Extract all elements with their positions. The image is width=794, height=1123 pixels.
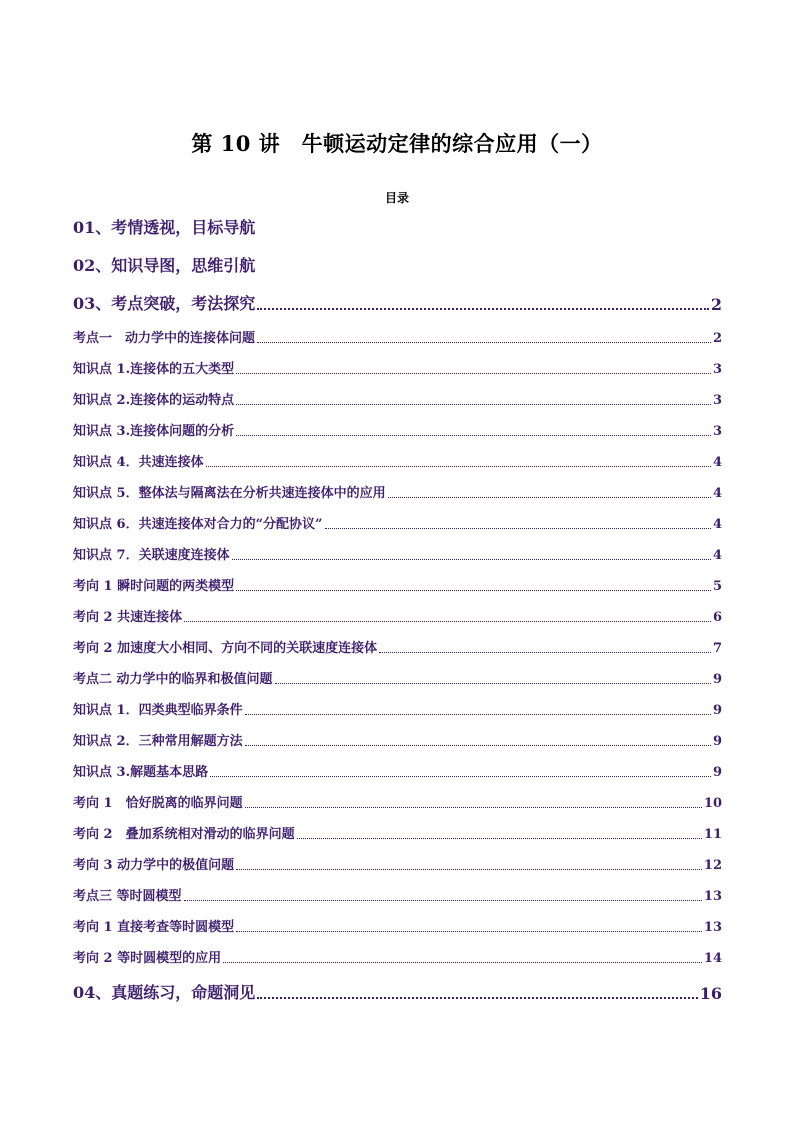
toc-entry[interactable] <box>73 319 722 350</box>
toc-entry-label: 知识点 4．共速连接体 <box>73 455 204 470</box>
toc-entry[interactable] <box>73 443 722 474</box>
toc-entry[interactable] <box>73 691 722 722</box>
dot-leader <box>184 620 711 622</box>
toc-entry[interactable] <box>73 815 722 846</box>
toc-entry-label: 考点一 动力学中的连接体问题 <box>73 331 256 346</box>
toc-entry-label: 考点三 等时圆模型 <box>73 889 182 904</box>
toc-entry[interactable] <box>73 722 722 753</box>
dot-leader <box>236 589 711 591</box>
toc-entry-page: 7 <box>712 641 722 656</box>
toc-entry[interactable] <box>73 381 722 412</box>
toc-entry-page: 13 <box>703 889 722 904</box>
toc-entry[interactable] <box>73 505 722 536</box>
page-title: 第 10 讲 牛顿运动定律的综合应用（一） <box>191 131 603 156</box>
toc-entry[interactable] <box>73 939 722 970</box>
toc-entry-label: 04、真题练习，命题洞见 <box>73 983 256 1002</box>
dot-leader <box>257 341 711 343</box>
dot-leader <box>236 372 711 374</box>
toc-entry-label: 考向 1 瞬时问题的两类模型 <box>73 579 235 594</box>
toc-entry-page: 6 <box>712 610 722 625</box>
toc-entry-label: 知识点 5．整体法与隔离法在分析共速连接体中的应用 <box>73 486 386 501</box>
toc-entry[interactable] <box>73 753 722 784</box>
dot-leader <box>388 496 711 498</box>
toc-entry-label: 考向 2 加速度大小相同、方向不同的关联速度连接体 <box>73 641 378 656</box>
toc-entry[interactable] <box>73 877 722 908</box>
toc-entry[interactable] <box>73 598 722 629</box>
toc-entry-label: 01、考情透视，目标导航 <box>73 218 256 237</box>
dot-leader <box>325 527 711 529</box>
toc-entry-label: 知识点 2.连接体的运动特点 <box>73 393 235 408</box>
toc-entry-label: 知识点 2．三种常用解题方法 <box>73 734 243 749</box>
toc-entry[interactable] <box>73 205 722 243</box>
dot-leader <box>232 558 711 560</box>
dot-leader <box>236 403 711 405</box>
toc-entry[interactable] <box>73 629 722 660</box>
toc-entry-label: 考向 1 直接考查等时圆模型 <box>73 920 235 935</box>
toc-entry-page: 9 <box>712 765 722 780</box>
toc-entry[interactable] <box>73 474 722 505</box>
toc-entry[interactable] <box>73 660 722 691</box>
toc-entry-page: 5 <box>712 579 722 594</box>
toc-entry[interactable] <box>73 536 722 567</box>
toc-entry[interactable] <box>73 243 722 281</box>
toc-entry-page: 10 <box>703 796 722 811</box>
toc-entry-page: 9 <box>712 672 722 687</box>
toc-entry-page: 13 <box>703 920 722 935</box>
table-of-contents <box>73 205 722 1008</box>
dot-leader <box>245 806 702 808</box>
toc-entry[interactable] <box>73 784 722 815</box>
toc-entry-page: 3 <box>712 362 722 377</box>
toc-entry-page: 2 <box>710 295 722 314</box>
dot-leader <box>275 682 711 684</box>
toc-entry-label: 知识点 1．四类典型临界条件 <box>73 703 243 718</box>
toc-entry-page: 4 <box>712 548 722 563</box>
toc-entry-label: 考向 3 动力学中的极值问题 <box>73 858 235 873</box>
toc-entry-page: 12 <box>703 858 722 873</box>
dot-leader <box>223 961 702 963</box>
toc-entry-label: 考点二 动力学中的临界和极值问题 <box>73 672 273 687</box>
dot-leader <box>257 996 697 999</box>
toc-entry-page: 3 <box>712 393 722 408</box>
dot-leader <box>236 434 711 436</box>
toc-entry[interactable] <box>73 412 722 443</box>
toc-entry-label: 考向 2 共速连接体 <box>73 610 183 625</box>
dot-leader <box>245 744 711 746</box>
dot-leader <box>257 307 709 310</box>
toc-entry-label: 知识点 3.连接体问题的分析 <box>73 424 235 439</box>
toc-entry-label: 知识点 3.解题基本思路 <box>73 765 209 780</box>
toc-entry-page: 9 <box>712 703 722 718</box>
toc-entry-page: 2 <box>712 331 722 346</box>
toc-heading: 目录 <box>384 191 409 205</box>
toc-entry-page: 4 <box>712 486 722 501</box>
dot-leader <box>210 775 711 777</box>
toc-entry-label: 知识点 1.连接体的五大类型 <box>73 362 235 377</box>
toc-entry-label: 03、考点突破，考法探究 <box>73 294 256 313</box>
toc-entry-page: 11 <box>703 827 722 842</box>
toc-entry-label: 考向 2 叠加系统相对滑动的临界问题 <box>73 827 295 842</box>
dot-leader <box>245 713 711 715</box>
dot-leader <box>184 899 702 901</box>
dot-leader <box>236 930 702 932</box>
toc-entry[interactable] <box>73 846 722 877</box>
dot-leader <box>379 651 711 653</box>
toc-entry-page: 9 <box>712 734 722 749</box>
dot-leader <box>297 837 702 839</box>
toc-entry[interactable] <box>73 567 722 598</box>
toc-entry-label: 考向 2 等时圆模型的应用 <box>73 951 222 966</box>
toc-entry-page: 16 <box>699 984 722 1003</box>
toc-entry-label: 知识点 7．关联速度连接体 <box>73 548 230 563</box>
toc-entry[interactable] <box>73 970 722 1008</box>
dot-leader <box>206 465 711 467</box>
toc-entry-label: 知识点 6．共速连接体对合力的“分配协议” <box>73 517 323 532</box>
toc-entry-page: 4 <box>712 455 722 470</box>
toc-entry-page: 14 <box>703 951 722 966</box>
toc-entry-label: 02、知识导图，思维引航 <box>73 256 256 275</box>
toc-entry-page: 4 <box>712 517 722 532</box>
toc-entry[interactable] <box>73 908 722 939</box>
toc-entry-label: 考向 1 恰好脱离的临界问题 <box>73 796 243 811</box>
dot-leader <box>236 868 702 870</box>
toc-entry[interactable] <box>73 350 722 381</box>
toc-entry[interactable] <box>73 281 722 319</box>
toc-entry-page: 3 <box>712 424 722 439</box>
